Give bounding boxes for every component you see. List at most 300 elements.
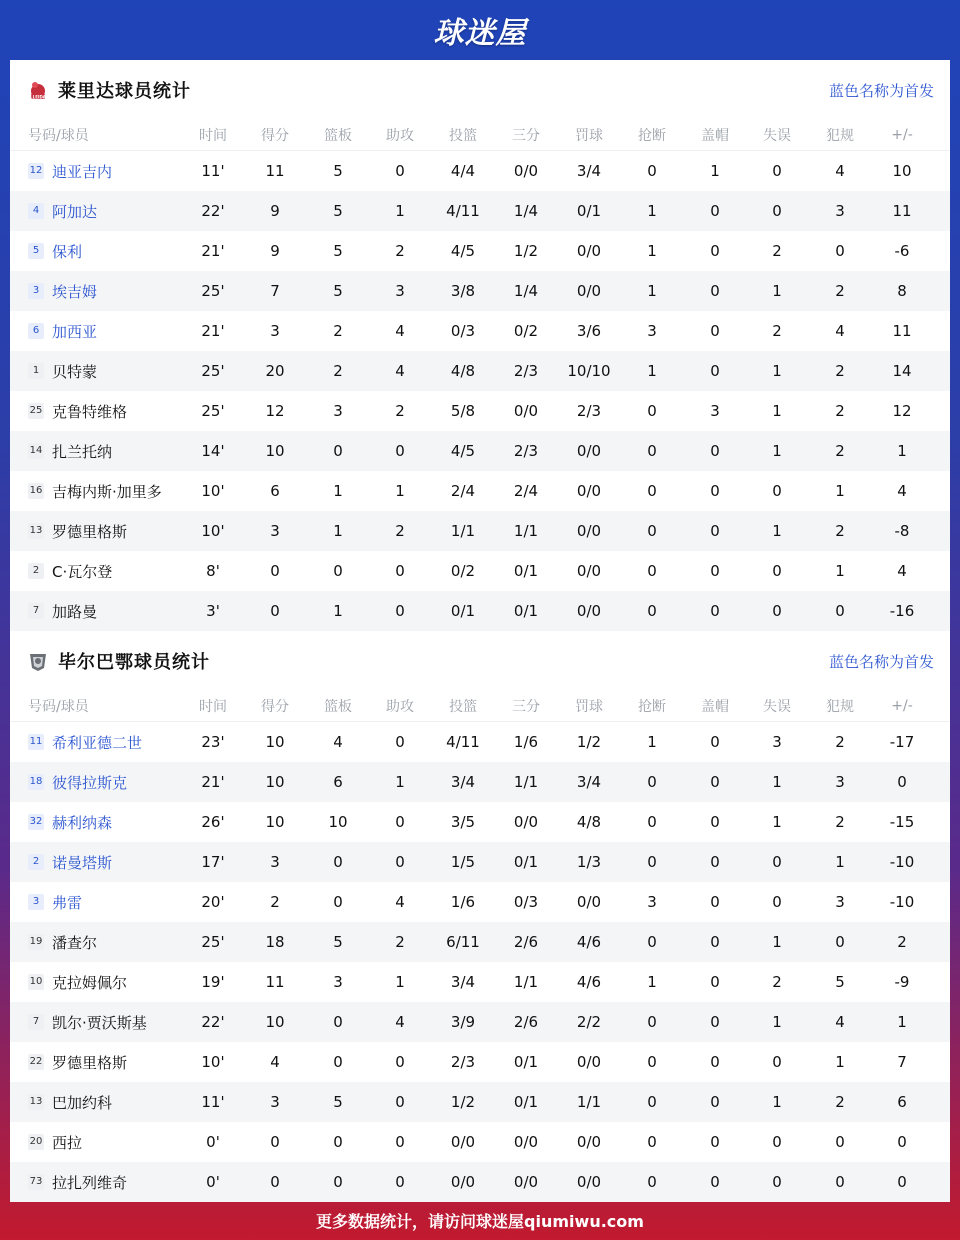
stat-plus-minus: -16 xyxy=(889,602,915,620)
player-row[interactable] xyxy=(10,351,950,391)
stat-plus-minus: 14 xyxy=(892,362,912,380)
stat-assists: 4 xyxy=(395,362,405,380)
top-bar xyxy=(0,0,960,60)
stat-ft: 0/1 xyxy=(576,202,602,220)
column-header-rebounds[interactable]: 篮板 xyxy=(324,699,352,715)
column-header-blocks[interactable]: 盖帽 xyxy=(701,128,729,144)
column-header-time[interactable]: 时间 xyxy=(199,699,227,715)
stat-time: 11' xyxy=(201,162,225,180)
player-name[interactable]: 希利亚德二世 xyxy=(52,733,143,752)
stat-ft: 3/4 xyxy=(576,162,602,180)
stat-points: 10 xyxy=(265,1013,285,1031)
stat-rebounds: 0 xyxy=(333,562,343,580)
stat-steals: 0 xyxy=(647,933,657,951)
stat-turnovers: 0 xyxy=(772,1133,782,1151)
stat-blocks: 0 xyxy=(710,362,720,380)
player-cell xyxy=(10,1012,190,1033)
stat-time: 25' xyxy=(201,402,225,420)
stat-fouls: 1 xyxy=(835,1053,845,1071)
stat-rebounds: 1 xyxy=(333,602,343,620)
stat-assists: 0 xyxy=(395,733,405,751)
jersey-number-badge: 7 xyxy=(28,1014,44,1030)
stat-rebounds: 3 xyxy=(333,402,343,420)
team-section xyxy=(10,60,950,631)
stat-fouls: 2 xyxy=(835,442,845,460)
player-row[interactable] xyxy=(10,762,950,802)
stat-rebounds: 5 xyxy=(333,933,343,951)
column-header-player[interactable]: 号码/球员 xyxy=(28,128,89,144)
stat-three-pt: 1/1 xyxy=(513,522,539,540)
stat-assists: 4 xyxy=(395,893,405,911)
column-header-three-pt[interactable]: 三分 xyxy=(512,128,540,144)
jersey-number-badge: 3 xyxy=(28,894,44,910)
player-cell xyxy=(10,561,190,582)
stat-plus-minus: 6 xyxy=(897,1093,907,1111)
player-row[interactable] xyxy=(10,391,950,431)
stat-three-pt: 1/4 xyxy=(513,202,539,220)
stat-assists: 0 xyxy=(395,853,405,871)
column-header-points[interactable]: 得分 xyxy=(261,699,289,715)
column-header-steals[interactable]: 抢断 xyxy=(638,699,666,715)
stat-assists: 4 xyxy=(395,1013,405,1031)
stat-fg: 0/0 xyxy=(450,1133,476,1151)
player-row[interactable] xyxy=(10,1162,950,1202)
stat-blocks: 0 xyxy=(710,1013,720,1031)
stat-steals: 0 xyxy=(647,1053,657,1071)
stat-points: 0 xyxy=(270,562,280,580)
stat-plus-minus: -6 xyxy=(894,242,910,260)
player-row[interactable] xyxy=(10,231,950,271)
player-cell xyxy=(10,401,190,422)
player-name[interactable]: 吉梅内斯·加里多 xyxy=(52,482,162,501)
stat-plus-minus: 4 xyxy=(897,482,907,500)
stat-steals: 3 xyxy=(647,893,657,911)
player-name[interactable]: 巴加约科 xyxy=(52,1093,113,1112)
stat-points: 18 xyxy=(265,933,285,951)
player-cell xyxy=(10,241,190,262)
stat-points: 0 xyxy=(270,1173,280,1191)
stat-plus-minus: 10 xyxy=(892,162,912,180)
stat-ft: 4/6 xyxy=(576,933,602,951)
player-name[interactable]: 西拉 xyxy=(52,1133,83,1152)
stat-fouls: 0 xyxy=(835,602,845,620)
player-name[interactable]: 弗雷 xyxy=(52,893,83,912)
stat-time: 11' xyxy=(201,1093,225,1111)
player-cell xyxy=(10,441,190,462)
column-header-ft[interactable]: 罚球 xyxy=(575,699,603,715)
player-cell xyxy=(10,1092,190,1113)
stat-assists: 0 xyxy=(395,813,405,831)
jersey-number-badge: 6 xyxy=(28,323,44,339)
stat-plus-minus: 0 xyxy=(897,1133,907,1151)
player-name[interactable]: 扎兰托纳 xyxy=(52,442,113,461)
stat-points: 3 xyxy=(270,853,280,871)
stat-turnovers: 1 xyxy=(772,933,782,951)
stat-points: 9 xyxy=(270,242,280,260)
stat-steals: 0 xyxy=(647,522,657,540)
jersey-number-badge: 2 xyxy=(28,563,44,579)
stat-steals: 1 xyxy=(647,733,657,751)
player-cell xyxy=(10,201,190,222)
stat-three-pt: 1/4 xyxy=(513,282,539,300)
column-header-assists[interactable]: 助攻 xyxy=(386,128,414,144)
stat-ft: 0/0 xyxy=(576,602,602,620)
stat-assists: 2 xyxy=(395,522,405,540)
stat-plus-minus: 7 xyxy=(897,1053,907,1071)
jersey-number-badge: 13 xyxy=(28,523,44,539)
stat-assists: 3 xyxy=(395,282,405,300)
stat-blocks: 0 xyxy=(710,1093,720,1111)
stat-fg: 2/4 xyxy=(450,482,476,500)
stat-fg: 4/11 xyxy=(446,733,480,751)
stat-steals: 0 xyxy=(647,1173,657,1191)
svg-text:LLEIDA: LLEIDA xyxy=(30,94,46,100)
stat-ft: 0/0 xyxy=(576,522,602,540)
stat-fouls: 0 xyxy=(835,1173,845,1191)
stat-assists: 4 xyxy=(395,322,405,340)
player-name[interactable]: 罗德里格斯 xyxy=(52,1053,128,1072)
stat-turnovers: 0 xyxy=(772,202,782,220)
column-header-row xyxy=(10,120,950,151)
stat-rebounds: 6 xyxy=(333,773,343,791)
stat-assists: 2 xyxy=(395,242,405,260)
stat-assists: 0 xyxy=(395,1173,405,1191)
jersey-number-badge: 7 xyxy=(28,603,44,619)
stat-rebounds: 5 xyxy=(333,1093,343,1111)
stat-points: 9 xyxy=(270,202,280,220)
column-header-ft[interactable]: 罚球 xyxy=(575,128,603,144)
stat-time: 22' xyxy=(201,1013,225,1031)
player-cell xyxy=(10,732,190,753)
stat-three-pt: 2/4 xyxy=(513,482,539,500)
stat-three-pt: 1/1 xyxy=(513,773,539,791)
column-header-blocks[interactable]: 盖帽 xyxy=(701,699,729,715)
stat-steals: 1 xyxy=(647,282,657,300)
stat-points: 10 xyxy=(265,733,285,751)
stat-fouls: 2 xyxy=(835,362,845,380)
stat-fouls: 3 xyxy=(835,893,845,911)
stat-turnovers: 0 xyxy=(772,1053,782,1071)
stat-steals: 3 xyxy=(647,322,657,340)
stat-blocks: 0 xyxy=(710,893,720,911)
player-cell xyxy=(10,972,190,993)
stat-fg: 0/0 xyxy=(450,1173,476,1191)
stat-ft: 10/10 xyxy=(567,362,611,380)
stat-ft: 0/0 xyxy=(576,482,602,500)
player-cell xyxy=(10,1052,190,1073)
stat-blocks: 0 xyxy=(710,1133,720,1151)
stat-plus-minus: 4 xyxy=(897,562,907,580)
player-row[interactable] xyxy=(10,1042,950,1082)
stat-plus-minus: -15 xyxy=(889,813,915,831)
footer-banner[interactable] xyxy=(0,1200,960,1240)
stat-assists: 1 xyxy=(395,773,405,791)
stat-ft: 3/4 xyxy=(576,773,602,791)
column-header-fouls[interactable]: 犯规 xyxy=(826,128,854,144)
stat-steals: 0 xyxy=(647,482,657,500)
stat-fg: 1/2 xyxy=(450,1093,476,1111)
player-row[interactable] xyxy=(10,151,950,191)
stat-ft: 0/0 xyxy=(576,1133,602,1151)
jersey-number-badge: 32 xyxy=(28,814,44,830)
stat-plus-minus: -10 xyxy=(889,853,915,871)
player-row[interactable] xyxy=(10,551,950,591)
column-header-plus-minus[interactable]: +/- xyxy=(891,127,913,143)
player-row[interactable] xyxy=(10,922,950,962)
player-name[interactable]: 罗德里格斯 xyxy=(52,522,128,541)
stat-blocks: 0 xyxy=(710,813,720,831)
column-header-fg[interactable]: 投篮 xyxy=(449,128,477,144)
player-row[interactable] xyxy=(10,591,950,631)
stat-fg: 1/1 xyxy=(450,522,476,540)
player-cell xyxy=(10,601,190,622)
player-row[interactable] xyxy=(10,1122,950,1162)
column-header-row xyxy=(10,691,950,722)
player-cell xyxy=(10,892,190,913)
section-title: 毕尔巴鄂球员统计 xyxy=(58,652,210,673)
stat-steals: 0 xyxy=(647,162,657,180)
player-name[interactable]: 贝特蒙 xyxy=(52,362,98,381)
stat-assists: 1 xyxy=(395,202,405,220)
stat-blocks: 0 xyxy=(710,1053,720,1071)
stat-time: 8' xyxy=(206,562,220,580)
stat-plus-minus: 11 xyxy=(892,322,912,340)
player-row[interactable] xyxy=(10,722,950,762)
stat-turnovers: 1 xyxy=(772,282,782,300)
stat-steals: 0 xyxy=(647,402,657,420)
player-row[interactable] xyxy=(10,471,950,511)
stat-assists: 1 xyxy=(395,482,405,500)
stat-fouls: 2 xyxy=(835,733,845,751)
jersey-number-badge: 19 xyxy=(28,934,44,950)
stat-ft: 1/2 xyxy=(576,733,602,751)
stat-points: 3 xyxy=(270,522,280,540)
column-header-turnovers[interactable]: 失误 xyxy=(763,699,791,715)
stat-rebounds: 5 xyxy=(333,242,343,260)
stat-time: 0' xyxy=(206,1173,220,1191)
stat-ft: 3/6 xyxy=(576,322,602,340)
stat-time: 3' xyxy=(206,602,220,620)
stat-rebounds: 4 xyxy=(333,733,343,751)
player-name[interactable]: 迪亚吉内 xyxy=(52,162,113,181)
stat-time: 26' xyxy=(201,813,225,831)
stat-fg: 2/3 xyxy=(450,1053,476,1071)
stat-time: 0' xyxy=(206,1133,220,1151)
stat-steals: 0 xyxy=(647,1093,657,1111)
player-name[interactable]: 保利 xyxy=(52,242,83,261)
stat-plus-minus: 8 xyxy=(897,282,907,300)
stat-turnovers: 2 xyxy=(772,322,782,340)
column-header-steals[interactable]: 抢断 xyxy=(638,128,666,144)
player-cell xyxy=(10,321,190,342)
stat-ft: 2/2 xyxy=(576,1013,602,1031)
stat-plus-minus: 1 xyxy=(897,442,907,460)
stat-ft: 0/0 xyxy=(576,893,602,911)
stat-blocks: 0 xyxy=(710,242,720,260)
stat-blocks: 0 xyxy=(710,562,720,580)
jersey-number-badge: 3 xyxy=(28,283,44,299)
stat-time: 25' xyxy=(201,362,225,380)
jersey-number-badge: 20 xyxy=(28,1134,44,1150)
stat-fouls: 5 xyxy=(835,973,845,991)
jersey-number-badge: 18 xyxy=(28,774,44,790)
player-row[interactable] xyxy=(10,1002,950,1042)
column-header-fouls[interactable]: 犯规 xyxy=(826,699,854,715)
player-row[interactable] xyxy=(10,191,950,231)
jersey-number-badge: 13 xyxy=(28,1094,44,1110)
player-cell xyxy=(10,812,190,833)
player-name[interactable]: 埃吉姆 xyxy=(52,282,98,301)
stat-fouls: 1 xyxy=(835,562,845,580)
player-name[interactable]: 克拉姆佩尔 xyxy=(52,973,128,992)
stat-fouls: 4 xyxy=(835,162,845,180)
stat-turnovers: 1 xyxy=(772,1013,782,1031)
stat-rebounds: 1 xyxy=(333,482,343,500)
column-header-assists[interactable]: 助攻 xyxy=(386,699,414,715)
player-name[interactable]: 凯尔·贾沃斯基 xyxy=(52,1013,147,1032)
stat-rebounds: 5 xyxy=(333,202,343,220)
stat-rebounds: 3 xyxy=(333,973,343,991)
stat-turnovers: 2 xyxy=(772,242,782,260)
stat-ft: 0/0 xyxy=(576,1053,602,1071)
stat-time: 20' xyxy=(201,893,225,911)
starter-legend-note: 蓝色名称为首发 xyxy=(828,82,934,100)
stat-assists: 0 xyxy=(395,1053,405,1071)
stat-points: 10 xyxy=(265,442,285,460)
column-header-three-pt[interactable]: 三分 xyxy=(512,699,540,715)
stat-blocks: 0 xyxy=(710,973,720,991)
stat-three-pt: 1/6 xyxy=(513,733,539,751)
player-cell xyxy=(10,932,190,953)
stat-points: 11 xyxy=(265,162,285,180)
stat-blocks: 0 xyxy=(710,733,720,751)
jersey-number-badge: 16 xyxy=(28,483,44,499)
stat-steals: 0 xyxy=(647,1133,657,1151)
jersey-number-badge: 11 xyxy=(28,734,44,750)
stat-three-pt: 0/0 xyxy=(513,1173,539,1191)
stat-time: 21' xyxy=(201,242,225,260)
stat-rebounds: 0 xyxy=(333,1173,343,1191)
stat-plus-minus: 12 xyxy=(892,402,912,420)
stat-turnovers: 0 xyxy=(772,602,782,620)
stat-plus-minus: 2 xyxy=(897,933,907,951)
stat-fg: 3/5 xyxy=(450,813,476,831)
team-section xyxy=(10,631,950,1202)
stat-fouls: 4 xyxy=(835,1013,845,1031)
column-header-player[interactable]: 号码/球员 xyxy=(28,699,89,715)
stat-assists: 0 xyxy=(395,1093,405,1111)
stat-points: 10 xyxy=(265,813,285,831)
stat-fouls: 1 xyxy=(835,853,845,871)
player-name[interactable]: 赫利纳森 xyxy=(52,813,113,832)
stat-turnovers: 0 xyxy=(772,482,782,500)
stat-turnovers: 0 xyxy=(772,1173,782,1191)
column-header-plus-minus[interactable]: +/- xyxy=(891,698,913,714)
player-name[interactable]: 彼得拉斯克 xyxy=(52,773,128,792)
stat-three-pt: 2/6 xyxy=(513,1013,539,1031)
stat-turnovers: 0 xyxy=(772,853,782,871)
stat-ft: 4/8 xyxy=(576,813,602,831)
stat-steals: 0 xyxy=(647,773,657,791)
stat-blocks: 0 xyxy=(710,202,720,220)
stat-time: 23' xyxy=(201,733,225,751)
footer-text: 更多数据统计，请访问球迷屋qiumiwu.com xyxy=(316,1211,644,1231)
stat-fg: 0/1 xyxy=(450,602,476,620)
player-row[interactable] xyxy=(10,882,950,922)
stat-ft: 1/3 xyxy=(576,853,602,871)
player-row[interactable] xyxy=(10,271,950,311)
stat-three-pt: 1/1 xyxy=(513,973,539,991)
stat-blocks: 1 xyxy=(710,162,720,180)
stat-points: 11 xyxy=(265,973,285,991)
stat-ft: 0/0 xyxy=(576,282,602,300)
stat-three-pt: 2/3 xyxy=(513,362,539,380)
stat-three-pt: 0/0 xyxy=(513,402,539,420)
player-name[interactable]: 加路曼 xyxy=(52,602,98,621)
player-name[interactable]: 诺曼塔斯 xyxy=(52,853,113,872)
player-name[interactable]: 加西亚 xyxy=(52,322,98,341)
section-header xyxy=(10,631,950,691)
column-header-rebounds[interactable]: 篮板 xyxy=(324,128,352,144)
stat-three-pt: 1/2 xyxy=(513,242,539,260)
jersey-number-badge: 73 xyxy=(28,1174,44,1190)
stat-assists: 0 xyxy=(395,162,405,180)
player-row[interactable] xyxy=(10,802,950,842)
stat-blocks: 0 xyxy=(710,282,720,300)
stat-fg: 3/4 xyxy=(450,773,476,791)
player-name[interactable]: 拉扎列维奇 xyxy=(52,1173,128,1192)
stat-fouls: 3 xyxy=(835,202,845,220)
stat-rebounds: 0 xyxy=(333,442,343,460)
jersey-number-badge: 10 xyxy=(28,974,44,990)
stat-points: 0 xyxy=(270,1133,280,1151)
stat-points: 0 xyxy=(270,602,280,620)
column-header-fg[interactable]: 投篮 xyxy=(449,699,477,715)
stat-plus-minus: -17 xyxy=(889,733,915,751)
player-row[interactable] xyxy=(10,1082,950,1122)
player-cell xyxy=(10,1172,190,1193)
player-name[interactable]: 潘查尔 xyxy=(52,933,98,952)
column-header-points[interactable]: 得分 xyxy=(261,128,289,144)
stat-fouls: 2 xyxy=(835,282,845,300)
player-row[interactable] xyxy=(10,962,950,1002)
player-name[interactable]: C·瓦尔登 xyxy=(52,562,113,581)
stat-time: 10' xyxy=(201,1053,225,1071)
stat-assists: 0 xyxy=(395,1133,405,1151)
column-header-time[interactable]: 时间 xyxy=(199,128,227,144)
stat-rebounds: 5 xyxy=(333,162,343,180)
player-row[interactable] xyxy=(10,431,950,471)
stat-points: 20 xyxy=(265,362,285,380)
stat-three-pt: 0/1 xyxy=(513,1053,539,1071)
stat-time: 25' xyxy=(201,933,225,951)
stat-time: 10' xyxy=(201,522,225,540)
player-row[interactable] xyxy=(10,842,950,882)
player-name[interactable]: 阿加达 xyxy=(52,202,98,221)
stat-three-pt: 0/0 xyxy=(513,813,539,831)
player-cell xyxy=(10,521,190,542)
stat-three-pt: 2/3 xyxy=(513,442,539,460)
player-row[interactable] xyxy=(10,511,950,551)
stat-steals: 1 xyxy=(647,202,657,220)
player-row[interactable] xyxy=(10,311,950,351)
column-header-turnovers[interactable]: 失误 xyxy=(763,128,791,144)
stat-turnovers: 1 xyxy=(772,1093,782,1111)
player-cell xyxy=(10,481,190,502)
player-name[interactable]: 克鲁特维格 xyxy=(52,402,128,421)
stat-steals: 0 xyxy=(647,813,657,831)
stat-time: 19' xyxy=(201,973,225,991)
